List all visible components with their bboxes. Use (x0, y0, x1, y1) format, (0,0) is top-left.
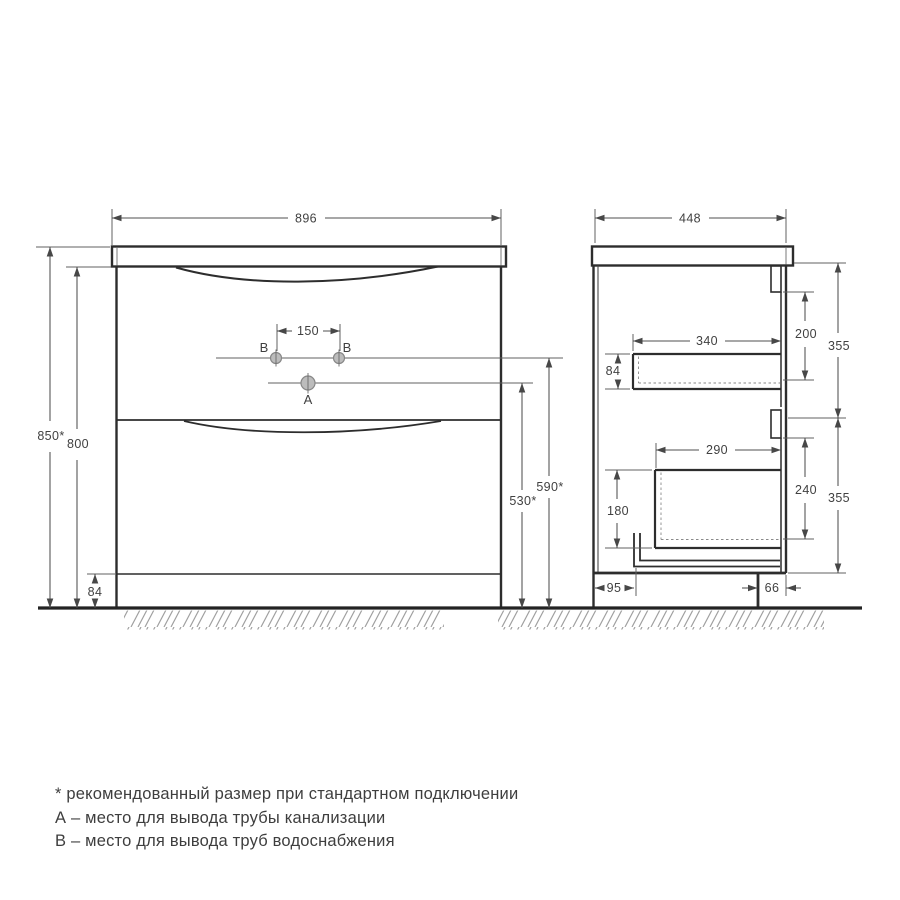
dim-plinth-front: 66 (764, 581, 780, 595)
dim-drawer2-height: 180 (606, 504, 630, 518)
dim-drawer2-offset: 240 (794, 483, 818, 497)
front-drawer-curve (184, 421, 441, 432)
side-view (592, 247, 793, 609)
dim-front-plinth: 84 (87, 585, 103, 599)
plumbing-points (260, 340, 352, 407)
drawer2-handle-recess (771, 410, 781, 438)
legend (55, 783, 518, 854)
sink-front-curve (176, 267, 438, 282)
dim-front-width: 896 (294, 211, 318, 226)
drawer2-box (655, 470, 781, 548)
dim-section-upper: 355 (827, 339, 851, 353)
dim-total-height: 850* (37, 429, 65, 443)
dimension-labels (37, 212, 850, 600)
dim-drawer1-depth: 340 (695, 334, 719, 348)
floor-hatching-left (124, 611, 444, 630)
drawer1-box (633, 354, 781, 389)
floor (38, 608, 862, 630)
legend-note-asterisk: * рекомендованный размер при стандартном подключении (55, 785, 519, 803)
dim-drawer2-depth: 290 (705, 443, 729, 457)
drawer2-inner-dashed (661, 473, 780, 540)
dim-drawer1-height: 84 (605, 364, 621, 378)
front-view (112, 247, 506, 609)
supply-point-label-left: В (259, 340, 269, 355)
dim-drain-height: 530* (509, 494, 537, 508)
plumbing-centerlines (216, 358, 563, 383)
legend-note-b: В – место для вывода труб водоснабжения (55, 832, 395, 850)
drawer1-handle-recess (771, 266, 781, 292)
drawer1-inner-dashed (639, 357, 781, 384)
dim-holes-spacing: 150 (296, 324, 320, 338)
drain-point-label: А (303, 392, 313, 407)
dim-drawer1-offset: 200 (794, 327, 818, 341)
supply-point-label-right: В (342, 340, 352, 355)
legend-note-a: А – место для вывода трубы канализации (55, 808, 386, 827)
dimension-lines (50, 218, 838, 608)
dim-supply-height: 590* (536, 480, 564, 494)
dim-plinth-back: 95 (606, 581, 622, 595)
dim-cabinet-height: 800 (66, 437, 90, 451)
dim-side-depth: 448 (678, 211, 702, 226)
front-countertop (112, 247, 506, 267)
dim-section-lower: 355 (827, 491, 851, 505)
floor-hatching-right (498, 611, 824, 630)
side-countertop (592, 247, 793, 266)
